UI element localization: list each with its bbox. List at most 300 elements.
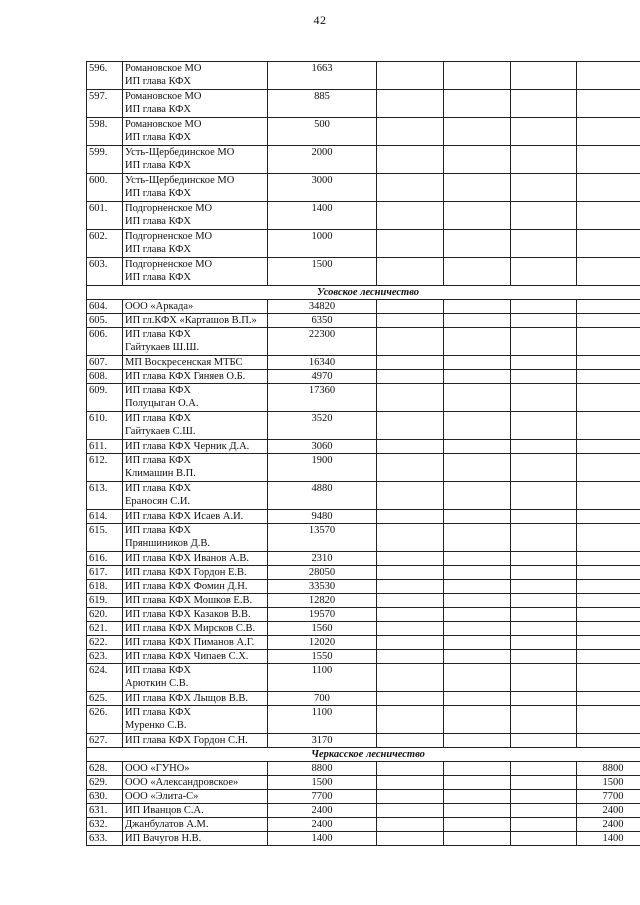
column-5-cell	[444, 776, 511, 790]
organization-cell	[123, 118, 268, 146]
row-number-cell: 603.	[87, 258, 123, 286]
column-4-cell	[377, 482, 444, 510]
row-number-cell: 626.	[87, 706, 123, 734]
organization-line: ИП глава КФХ Мирсков С.В.	[125, 623, 256, 634]
row-number-cell: 621.	[87, 622, 123, 636]
organization-cell	[123, 300, 268, 314]
organization-line: МП Воскресенская МТБС	[125, 357, 243, 368]
column-4-cell	[377, 804, 444, 818]
organization-line: ИП глава КФХ	[125, 665, 191, 676]
column-6-cell	[511, 622, 577, 636]
value-cell: 1550	[268, 650, 377, 664]
organization-cell	[123, 384, 268, 412]
organization-cell	[123, 440, 268, 454]
column-7-cell	[577, 692, 640, 706]
column-5-cell	[444, 622, 511, 636]
column-6-cell	[511, 580, 577, 594]
column-7-cell	[577, 622, 640, 636]
table-row	[87, 790, 640, 804]
table-row	[87, 300, 640, 314]
column-4-cell	[377, 608, 444, 622]
organization-line: Пряншиников Д.В.	[125, 538, 211, 549]
table-row	[87, 146, 640, 174]
organization-line: Романовское МО	[125, 119, 202, 130]
column-7-cell	[577, 314, 640, 328]
column-4-cell	[377, 328, 444, 356]
table-row	[87, 118, 640, 146]
column-5-cell	[444, 314, 511, 328]
column-6-cell	[511, 356, 577, 370]
organization-line: ИП глава КФХ Гяняев О.Б.	[125, 371, 246, 382]
value-cell: 1400	[268, 832, 377, 846]
value-cell: 3000	[268, 174, 377, 202]
column-4-cell	[377, 664, 444, 692]
value-cell: 34820	[268, 300, 377, 314]
column-4-cell	[377, 384, 444, 412]
row-number-cell: 598.	[87, 118, 123, 146]
table-row	[87, 454, 640, 482]
organization-line: ИП глава КФХ	[125, 188, 191, 199]
column-4-cell	[377, 412, 444, 440]
organization-line: Гайтукаев Ш.Ш.	[125, 342, 200, 353]
organization-cell	[123, 328, 268, 356]
column-5-cell	[444, 818, 511, 832]
table-row	[87, 258, 640, 286]
table-row	[87, 706, 640, 734]
column-7-cell	[577, 230, 640, 258]
row-number-cell: 609.	[87, 384, 123, 412]
organization-line: ИП глава КФХ	[125, 455, 191, 466]
organization-line: ИП гл.КФХ «Карташов В.П.»	[125, 315, 257, 326]
value-cell: 3520	[268, 412, 377, 440]
column-4-cell	[377, 370, 444, 384]
organization-cell	[123, 608, 268, 622]
organization-cell	[123, 510, 268, 524]
value-cell: 500	[268, 118, 377, 146]
column-6-cell	[511, 692, 577, 706]
value-cell: 16340	[268, 356, 377, 370]
page-number: 42	[313, 13, 327, 27]
column-7-cell	[577, 384, 640, 412]
organization-cell	[123, 230, 268, 258]
row-number-cell: 607.	[87, 356, 123, 370]
table-row	[87, 622, 640, 636]
column-7-cell	[577, 552, 640, 566]
column-6-cell	[511, 230, 577, 258]
organization-line: ИП глава КФХ Гордон Е.В.	[125, 567, 247, 578]
row-number-cell: 618.	[87, 580, 123, 594]
organization-cell	[123, 356, 268, 370]
column-6-cell	[511, 370, 577, 384]
table-row	[87, 594, 640, 608]
column-5-cell	[444, 440, 511, 454]
organization-line: ИП глава КФХ	[125, 707, 191, 718]
organization-line: Ераносян С.И.	[125, 496, 191, 507]
organization-line: ИП Иванцов С.А.	[125, 805, 204, 816]
column-4-cell	[377, 118, 444, 146]
value-cell: 1663	[268, 62, 377, 90]
column-7-cell	[577, 146, 640, 174]
row-number-cell: 599.	[87, 146, 123, 174]
organization-line: ООО «Элита-С»	[125, 791, 199, 802]
column-4-cell	[377, 356, 444, 370]
row-number-cell: 625.	[87, 692, 123, 706]
section-title: Усовское лесничество	[87, 286, 640, 300]
row-number-cell: 601.	[87, 202, 123, 230]
column-4-cell	[377, 300, 444, 314]
column-6-cell	[511, 776, 577, 790]
column-4-cell	[377, 692, 444, 706]
column-6-cell	[511, 762, 577, 776]
organization-line: ИП глава КФХ	[125, 525, 191, 536]
column-5-cell	[444, 832, 511, 846]
column-6-cell	[511, 314, 577, 328]
value-cell: 1100	[268, 706, 377, 734]
column-7-cell	[577, 608, 640, 622]
organization-line: ИП глава КФХ	[125, 385, 191, 396]
value-cell: 28050	[268, 566, 377, 580]
column-6-cell	[511, 832, 577, 846]
value-cell: 12020	[268, 636, 377, 650]
organization-cell	[123, 706, 268, 734]
column-7-cell	[577, 566, 640, 580]
value-cell: 6350	[268, 314, 377, 328]
table-row	[87, 174, 640, 202]
column-4-cell	[377, 650, 444, 664]
value-cell: 2000	[268, 146, 377, 174]
column-4-cell	[377, 594, 444, 608]
column-5-cell	[444, 580, 511, 594]
table-row	[87, 580, 640, 594]
value-cell: 8800	[268, 762, 377, 776]
column-4-cell	[377, 230, 444, 258]
row-number-cell: 629.	[87, 776, 123, 790]
value-cell: 3060	[268, 440, 377, 454]
row-number-cell: 606.	[87, 328, 123, 356]
column-6-cell	[511, 202, 577, 230]
row-number-cell: 628.	[87, 762, 123, 776]
organization-line: Климашин В.П.	[125, 468, 196, 479]
organization-cell	[123, 454, 268, 482]
column-5-cell	[444, 650, 511, 664]
column-5-cell	[444, 692, 511, 706]
organization-line: ИП глава КФХ	[125, 483, 191, 494]
value-cell: 1900	[268, 454, 377, 482]
organization-line: ИП глава КФХ Чипаев С.Х.	[125, 651, 249, 662]
column-4-cell	[377, 776, 444, 790]
column-6-cell	[511, 510, 577, 524]
column-5-cell	[444, 804, 511, 818]
value-cell: 1560	[268, 622, 377, 636]
row-number-cell: 623.	[87, 650, 123, 664]
column-7-cell	[577, 650, 640, 664]
column-4-cell	[377, 440, 444, 454]
organization-cell	[123, 580, 268, 594]
organization-line: ИП Вачугов Н.В.	[125, 833, 202, 844]
column-5-cell	[444, 370, 511, 384]
column-5-cell	[444, 636, 511, 650]
column-4-cell	[377, 202, 444, 230]
organization-cell	[123, 594, 268, 608]
table-row	[87, 356, 640, 370]
organization-line: Усть-Щербединское МО	[125, 175, 235, 186]
column-5-cell	[444, 790, 511, 804]
column-6-cell	[511, 412, 577, 440]
column-7-cell	[577, 118, 640, 146]
organization-cell	[123, 146, 268, 174]
column-5-cell	[444, 146, 511, 174]
organization-cell	[123, 370, 268, 384]
organization-cell	[123, 776, 268, 790]
table-row	[87, 818, 640, 832]
organization-line: Подгорненское МО	[125, 231, 213, 242]
column-4-cell	[377, 706, 444, 734]
column-6-cell	[511, 62, 577, 90]
organization-cell	[123, 62, 268, 90]
value-cell: 3170	[268, 734, 377, 748]
column-5-cell	[444, 384, 511, 412]
column-5-cell	[444, 552, 511, 566]
column-7-cell	[577, 370, 640, 384]
column-4-cell	[377, 258, 444, 286]
organization-line: Романовское МО	[125, 63, 202, 74]
row-number-cell: 597.	[87, 90, 123, 118]
column-5-cell	[444, 174, 511, 202]
column-5-cell	[444, 230, 511, 258]
value-cell: 1500	[268, 776, 377, 790]
table-row	[87, 664, 640, 692]
organization-line: ИП глава КФХ	[125, 132, 191, 143]
column-6-cell	[511, 706, 577, 734]
column-4-cell	[377, 146, 444, 174]
organization-line: Полуцыган О.А.	[125, 398, 199, 409]
column-6-cell	[511, 174, 577, 202]
row-number-cell: 613.	[87, 482, 123, 510]
value-cell: 885	[268, 90, 377, 118]
column-4-cell	[377, 636, 444, 650]
column-5-cell	[444, 62, 511, 90]
organization-cell	[123, 524, 268, 552]
column-5-cell	[444, 202, 511, 230]
row-number-cell: 612.	[87, 454, 123, 482]
organization-line: ИП глава КФХ	[125, 413, 191, 424]
table-row	[87, 412, 640, 440]
row-number-cell: 596.	[87, 62, 123, 90]
table-row	[87, 524, 640, 552]
organization-cell	[123, 622, 268, 636]
table-row	[87, 608, 640, 622]
value-cell: 7700	[268, 790, 377, 804]
column-7-cell	[577, 412, 640, 440]
column-5-cell	[444, 356, 511, 370]
organization-line: Усть-Щербединское МО	[125, 147, 235, 158]
column-7-cell	[577, 174, 640, 202]
row-number-cell: 624.	[87, 664, 123, 692]
column-6-cell	[511, 90, 577, 118]
column-7-cell	[577, 454, 640, 482]
column-4-cell	[377, 734, 444, 748]
organization-cell	[123, 692, 268, 706]
organization-line: ИП глава КФХ Пиманов А.Г.	[125, 637, 255, 648]
table-row	[87, 384, 640, 412]
column-6-cell	[511, 482, 577, 510]
column-6-cell	[511, 328, 577, 356]
table-row	[87, 692, 640, 706]
row-number-cell: 602.	[87, 230, 123, 258]
table-row	[87, 566, 640, 580]
table-row	[87, 230, 640, 258]
value-cell: 1000	[268, 230, 377, 258]
value-cell: 33530	[268, 580, 377, 594]
column-6-cell	[511, 650, 577, 664]
column-4-cell	[377, 552, 444, 566]
column-7-cell	[577, 734, 640, 748]
value-cell: 700	[268, 692, 377, 706]
organization-cell	[123, 804, 268, 818]
row-number-cell: 619.	[87, 594, 123, 608]
column-7-cell: 1500	[577, 776, 640, 790]
column-5-cell	[444, 412, 511, 440]
table-row	[87, 62, 640, 90]
column-4-cell	[377, 90, 444, 118]
organization-line: ИП глава КФХ	[125, 272, 191, 283]
organization-line: Подгорненское МО	[125, 259, 213, 270]
organization-cell	[123, 734, 268, 748]
section-header-row	[87, 748, 640, 762]
column-7-cell	[577, 482, 640, 510]
column-6-cell	[511, 608, 577, 622]
organization-cell	[123, 832, 268, 846]
organization-line: ИП глава КФХ Казаков В.В.	[125, 609, 251, 620]
column-7-cell	[577, 300, 640, 314]
table-row	[87, 636, 640, 650]
column-5-cell	[444, 594, 511, 608]
column-7-cell	[577, 706, 640, 734]
column-6-cell	[511, 384, 577, 412]
column-6-cell	[511, 258, 577, 286]
organization-line: ИП глава КФХ Иванов А.В.	[125, 553, 249, 564]
value-cell: 2400	[268, 818, 377, 832]
column-7-cell	[577, 356, 640, 370]
column-4-cell	[377, 790, 444, 804]
organization-cell	[123, 258, 268, 286]
column-6-cell	[511, 566, 577, 580]
column-5-cell	[444, 608, 511, 622]
organization-cell	[123, 566, 268, 580]
table-row	[87, 90, 640, 118]
organization-line: Подгорненское МО	[125, 203, 213, 214]
column-7-cell: 1400	[577, 832, 640, 846]
column-6-cell	[511, 818, 577, 832]
value-cell: 17360	[268, 384, 377, 412]
table-row	[87, 510, 640, 524]
table-row	[87, 202, 640, 230]
organization-line: Романовское МО	[125, 91, 202, 102]
column-6-cell	[511, 440, 577, 454]
organization-cell	[123, 90, 268, 118]
row-number-cell: 632.	[87, 818, 123, 832]
organization-line: ИП глава КФХ Гордон С.Н.	[125, 735, 248, 746]
row-number-cell: 630.	[87, 790, 123, 804]
organization-cell	[123, 552, 268, 566]
row-number-cell: 633.	[87, 832, 123, 846]
column-5-cell	[444, 482, 511, 510]
value-cell: 19570	[268, 608, 377, 622]
organization-line: Муренко С.В.	[125, 720, 187, 731]
table-row	[87, 552, 640, 566]
column-5-cell	[444, 454, 511, 482]
row-number-cell: 600.	[87, 174, 123, 202]
organization-line: ИП глава КФХ	[125, 216, 191, 227]
value-cell: 13570	[268, 524, 377, 552]
column-5-cell	[444, 118, 511, 146]
organization-cell	[123, 314, 268, 328]
column-6-cell	[511, 524, 577, 552]
table-row	[87, 832, 640, 846]
column-4-cell	[377, 580, 444, 594]
column-4-cell	[377, 762, 444, 776]
value-cell: 2400	[268, 804, 377, 818]
column-4-cell	[377, 524, 444, 552]
organization-line: ИП глава КФХ	[125, 76, 191, 87]
organization-cell	[123, 762, 268, 776]
column-5-cell	[444, 664, 511, 692]
column-4-cell	[377, 566, 444, 580]
organization-line: Гайтукаев С.Ш.	[125, 426, 196, 437]
organization-cell	[123, 636, 268, 650]
organization-line: ИП глава КФХ	[125, 104, 191, 115]
organization-line: ООО «Александровское»	[125, 777, 239, 788]
row-number-cell: 614.	[87, 510, 123, 524]
column-7-cell	[577, 664, 640, 692]
column-6-cell	[511, 146, 577, 174]
table-row	[87, 314, 640, 328]
forestry-table	[86, 61, 640, 846]
value-cell: 4880	[268, 482, 377, 510]
organization-line: ООО «Аркада»	[125, 301, 194, 312]
organization-line: ИП глава КФХ Лыщов В.В.	[125, 693, 248, 704]
row-number-cell: 622.	[87, 636, 123, 650]
table-row	[87, 650, 640, 664]
row-number-cell: 615.	[87, 524, 123, 552]
row-number-cell: 616.	[87, 552, 123, 566]
column-6-cell	[511, 636, 577, 650]
organization-cell	[123, 650, 268, 664]
value-cell: 1500	[268, 258, 377, 286]
row-number-cell: 604.	[87, 300, 123, 314]
organization-line: ИП глава КФХ Черник Д.А.	[125, 441, 250, 452]
column-4-cell	[377, 622, 444, 636]
column-6-cell	[511, 664, 577, 692]
column-6-cell	[511, 454, 577, 482]
column-5-cell	[444, 300, 511, 314]
organization-line: Джанбулатов А.М.	[125, 819, 209, 830]
organization-cell	[123, 412, 268, 440]
row-number-cell: 631.	[87, 804, 123, 818]
organization-line: ИП глава КФХ Исаев А.И.	[125, 511, 244, 522]
organization-line: ИП глава КФХ	[125, 160, 191, 171]
column-7-cell	[577, 440, 640, 454]
column-4-cell	[377, 818, 444, 832]
value-cell: 22300	[268, 328, 377, 356]
column-7-cell	[577, 62, 640, 90]
column-6-cell	[511, 790, 577, 804]
column-5-cell	[444, 510, 511, 524]
column-7-cell	[577, 594, 640, 608]
column-4-cell	[377, 62, 444, 90]
table-row	[87, 804, 640, 818]
column-7-cell	[577, 524, 640, 552]
